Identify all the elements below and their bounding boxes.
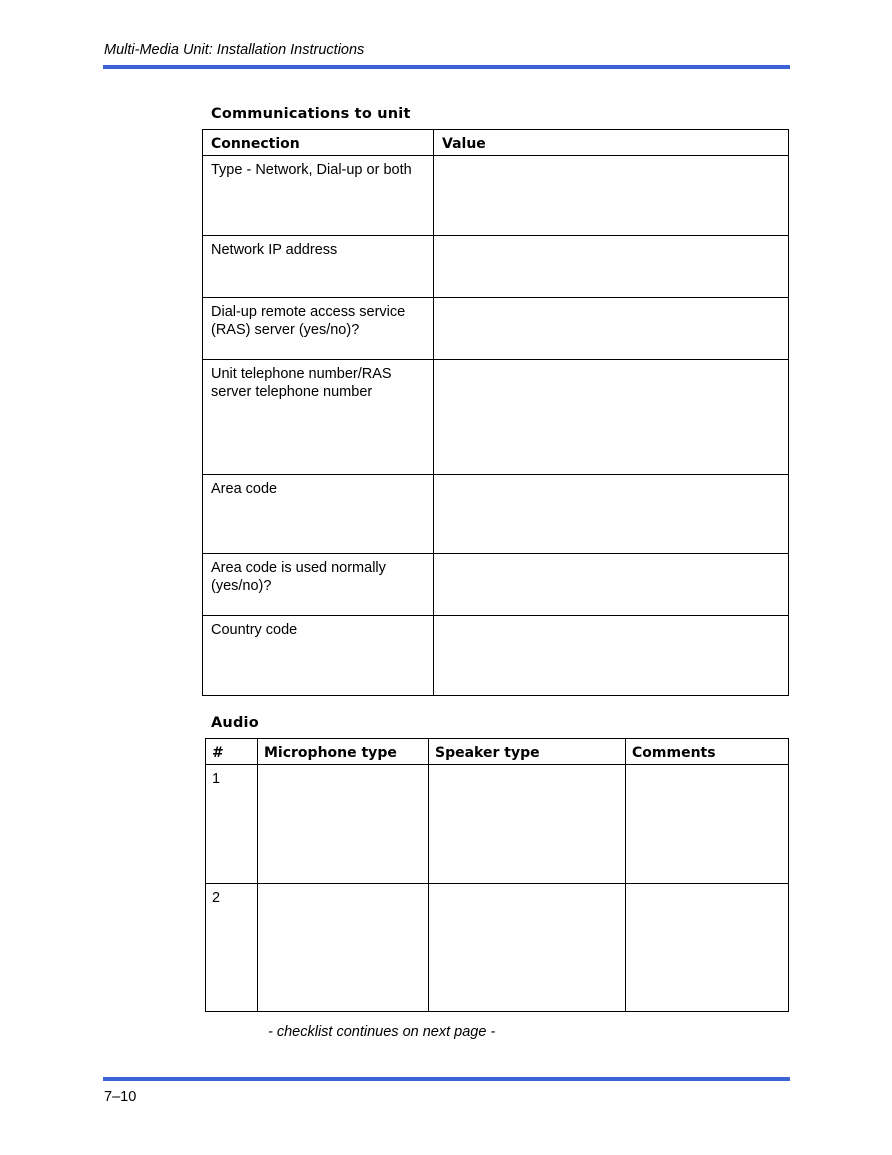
table-header-row	[203, 130, 789, 156]
table-row	[203, 156, 789, 236]
table-header-row	[206, 739, 789, 765]
value-cell[interactable]	[434, 298, 789, 360]
speaker-cell[interactable]	[429, 765, 626, 884]
table-row	[206, 765, 789, 884]
speaker-cell[interactable]	[429, 884, 626, 1012]
connection-cell: Type - Network, Dial-up or both	[203, 156, 434, 236]
connection-cell: Area code	[203, 475, 434, 554]
column-header-speaker-type: Speaker type	[429, 739, 626, 765]
table-row	[206, 884, 789, 1012]
row-number-cell: 2	[206, 884, 258, 1012]
column-header-microphone-type: Microphone type	[258, 739, 429, 765]
audio-section-title: Audio	[211, 715, 259, 731]
communications-section-title: Communications to unit	[211, 106, 411, 122]
row-number-cell: 1	[206, 765, 258, 884]
value-cell[interactable]	[434, 554, 789, 616]
table-row	[203, 616, 789, 696]
column-header-number: #	[206, 739, 258, 765]
connection-cell: Unit telephone number/RAS server telephone number	[203, 360, 434, 475]
continuation-note: - checklist continues on next page -	[268, 1024, 496, 1040]
connection-cell: Network IP address	[203, 236, 434, 298]
value-cell[interactable]	[434, 236, 789, 298]
microphone-cell[interactable]	[258, 884, 429, 1012]
table-row	[203, 360, 789, 475]
page-number: 7–10	[104, 1089, 137, 1105]
header-rule	[103, 65, 790, 69]
communications-table	[202, 129, 789, 696]
connection-cell: Country code	[203, 616, 434, 696]
table-row	[203, 236, 789, 298]
value-cell[interactable]	[434, 360, 789, 475]
comments-cell[interactable]	[626, 884, 789, 1012]
column-header-connection: Connection	[203, 130, 434, 156]
footer-rule	[103, 1077, 790, 1081]
table-row	[203, 298, 789, 360]
comments-cell[interactable]	[626, 765, 789, 884]
column-header-value: Value	[434, 130, 789, 156]
column-header-comments: Comments	[626, 739, 789, 765]
table-row	[203, 475, 789, 554]
value-cell[interactable]	[434, 616, 789, 696]
connection-cell: Dial-up remote access service (RAS) server (yes/no)?	[203, 298, 434, 360]
audio-table	[205, 738, 789, 1012]
value-cell[interactable]	[434, 156, 789, 236]
table-row	[203, 554, 789, 616]
running-header: Multi-Media Unit: Installation Instructions	[104, 42, 365, 58]
microphone-cell[interactable]	[258, 765, 429, 884]
connection-cell: Area code is used normally (yes/no)?	[203, 554, 434, 616]
value-cell[interactable]	[434, 475, 789, 554]
